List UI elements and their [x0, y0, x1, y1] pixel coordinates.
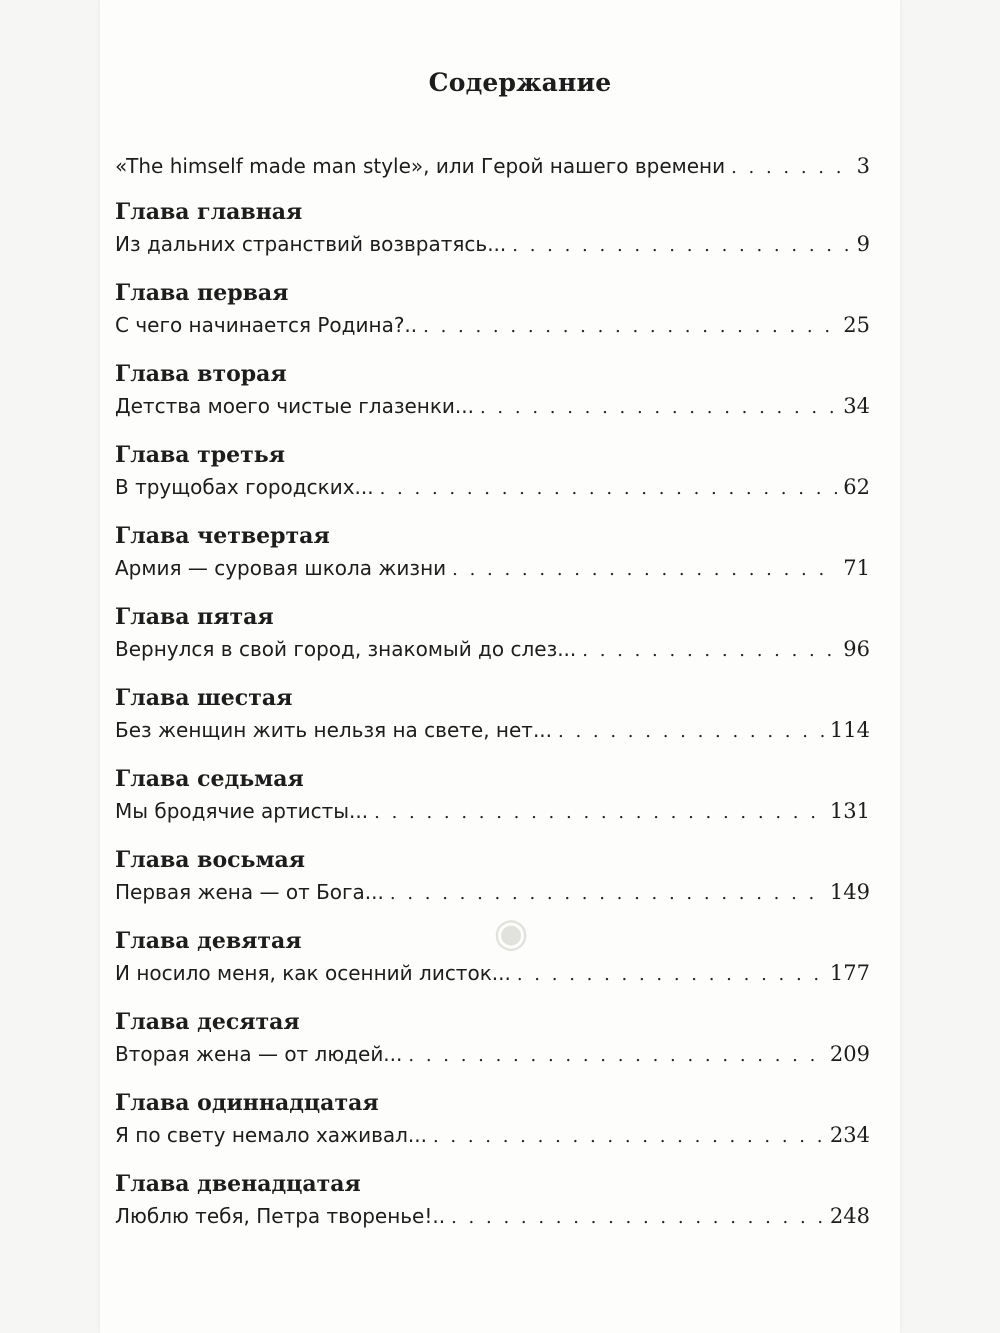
dot-leader [380, 472, 838, 506]
toc-entry-row [115, 389, 870, 425]
dot-leader [423, 310, 837, 344]
toc-entry-row [115, 1118, 870, 1154]
toc-entry-row [115, 794, 870, 830]
dot-leader [374, 796, 824, 830]
toc-page-number: 209 [829, 1042, 870, 1066]
dot-leader [451, 1201, 824, 1235]
toc-entry-title: И носило меня, как осенний листок... [115, 961, 511, 985]
toc-page-number: 71 [843, 556, 870, 580]
toc-page-number: 248 [829, 1204, 870, 1228]
dot-leader [512, 229, 850, 263]
chapter-heading: Глава одиннадцатая [115, 1090, 379, 1116]
toc-entry-title: Я по свету немало хаживал... [115, 1123, 427, 1147]
chapter-heading: Глава седьмая [115, 766, 304, 792]
toc-page-number: 62 [843, 475, 870, 499]
toc-entry-title: В трущобах городских... [115, 475, 374, 499]
toc-entry-title: Вторая жена — от людей... [115, 1042, 403, 1066]
toc-entry-title: Армия — суровая школа жизни [115, 556, 447, 580]
toc-entry-title: Без женщин жить нельзя на свете, нет... [115, 718, 553, 742]
toc-entry-title: Мы бродячие артисты... [115, 799, 369, 823]
dot-leader [390, 877, 824, 911]
chapter-heading: Глава главная [115, 199, 303, 225]
toc-entry-row [115, 1199, 870, 1235]
chapter-list [115, 197, 870, 1235]
toc-page-number: 96 [843, 637, 870, 661]
toc-chapter [115, 440, 870, 506]
table-of-contents [115, 68, 870, 1250]
dot-leader [558, 715, 824, 749]
toc-entry-title: С чего начинается Родина?.. [115, 313, 418, 337]
chapter-heading: Глава восьмая [115, 847, 306, 873]
toc-chapter [115, 197, 870, 263]
toc-entry-title: Люблю тебя, Петра творенье!.. [115, 1204, 446, 1228]
toc-page-number: 149 [829, 880, 870, 904]
toc-entry-row [115, 227, 870, 263]
dot-leader [517, 958, 824, 992]
toc-chapter [115, 602, 870, 668]
chapter-heading: Глава первая [115, 280, 289, 306]
toc-entry-row [115, 1037, 870, 1073]
toc-entry-title: Детства моего чистые глазенки... [115, 394, 474, 418]
chapter-heading: Глава двенадцатая [115, 1171, 361, 1197]
chapter-heading: Глава шестая [115, 685, 293, 711]
toc-chapter [115, 764, 870, 830]
toc-page-number: 131 [829, 799, 870, 823]
toc-title: Содержание [428, 68, 612, 97]
publisher-watermark-bleed: ◉ [491, 910, 529, 956]
chapter-heading: Глава четвертая [115, 523, 330, 549]
chapter-heading: Глава десятая [115, 1009, 300, 1035]
toc-entry-row [115, 875, 870, 911]
dot-leader [480, 391, 837, 425]
toc-chapter [115, 359, 870, 425]
toc-chapter [115, 845, 870, 911]
toc-entry-title: Вернулся в свой город, знакомый до слез... [115, 637, 577, 661]
toc-page-number: 34 [843, 394, 870, 418]
chapter-heading: Глава вторая [115, 361, 287, 387]
chapter-heading: Глава пятая [115, 604, 274, 630]
chapter-heading: Глава девятая [115, 928, 302, 954]
toc-entry-row [115, 551, 870, 587]
toc-chapter [115, 521, 870, 587]
toc-entry-row [115, 308, 870, 344]
dot-leader [731, 151, 851, 185]
toc-page-number: 9 [856, 232, 870, 256]
dot-leader [433, 1120, 824, 1154]
toc-entry-title: Из дальних странствий возвратясь... [115, 232, 507, 256]
toc-intro-row [115, 149, 870, 185]
toc-chapter [115, 278, 870, 344]
toc-chapter [115, 926, 870, 992]
toc-chapter [115, 1169, 870, 1235]
toc-entry-row [115, 713, 870, 749]
toc-entry-row [115, 956, 870, 992]
dot-leader [408, 1039, 824, 1073]
dot-leader [582, 634, 837, 668]
toc-page-number: 234 [829, 1123, 870, 1147]
toc-page-number: 25 [843, 313, 870, 337]
toc-chapter [115, 683, 870, 749]
toc-page-number: 3 [856, 154, 870, 178]
toc-entry-row [115, 632, 870, 668]
toc-chapter [115, 1007, 870, 1073]
toc-page-number: 177 [829, 961, 870, 985]
chapter-heading: Глава третья [115, 442, 285, 468]
toc-entry-row [115, 470, 870, 506]
dot-leader [452, 553, 837, 587]
toc-page-number: 114 [829, 718, 870, 742]
toc-chapter [115, 1088, 870, 1154]
toc-entry-title: Первая жена — от Бога... [115, 880, 384, 904]
toc-entry-title: «The himself made man style», или Герой нашего времени [115, 154, 726, 178]
